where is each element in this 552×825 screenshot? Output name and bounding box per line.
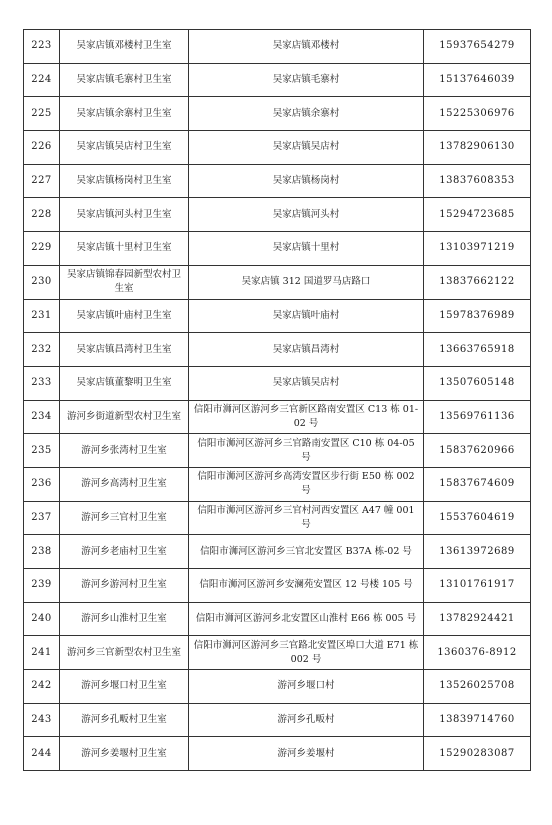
clinic-address: 信阳市浉河区游河乡三官新区路南安置区 C13 栋 01-02 号 — [189, 400, 424, 434]
row-number: 236 — [24, 467, 60, 501]
clinic-phone: 1360376-8912 — [424, 636, 531, 670]
table-row — [24, 501, 531, 535]
clinic-address: 信阳市浉河区游河乡三官路北安置区埠口大道 E71 栋 002 号 — [189, 636, 424, 670]
clinic-name: 游河乡老庙村卫生室 — [60, 535, 189, 569]
clinic-name: 游河乡姜堰村卫生室 — [60, 737, 189, 771]
clinic-phone: 13613972689 — [424, 535, 531, 569]
clinic-phone: 15225306976 — [424, 97, 531, 131]
table-row — [24, 131, 531, 165]
table-row — [24, 602, 531, 636]
row-number: 223 — [24, 30, 60, 64]
clinic-name: 吴家店镇杨岗村卫生室 — [60, 164, 189, 198]
row-number: 240 — [24, 602, 60, 636]
clinic-phone: 13101761917 — [424, 569, 531, 603]
row-number: 226 — [24, 131, 60, 165]
clinic-address: 信阳市浉河区游河乡三官路南安置区 C10 栋 04-05 号 — [189, 434, 424, 468]
table-row — [24, 703, 531, 737]
clinic-name: 游河乡孔畈村卫生室 — [60, 703, 189, 737]
clinic-address: 吴家店镇毛寨村 — [189, 63, 424, 97]
clinic-phone: 13782906130 — [424, 131, 531, 165]
clinic-name: 吴家店镇昌湾村卫生室 — [60, 333, 189, 367]
clinic-phone: 15837674609 — [424, 467, 531, 501]
clinic-table-body — [24, 30, 531, 771]
clinic-name: 游河乡三官新型农村卫生室 — [60, 636, 189, 670]
clinic-address: 吴家店镇叶庙村 — [189, 299, 424, 333]
clinic-address: 信阳市浉河区游河乡三官北安置区 B37A 栋-02 号 — [189, 535, 424, 569]
row-number: 229 — [24, 232, 60, 266]
table-row — [24, 198, 531, 232]
clinic-table — [23, 29, 531, 771]
clinic-phone: 13837662122 — [424, 265, 531, 299]
row-number: 243 — [24, 703, 60, 737]
table-row — [24, 670, 531, 704]
clinic-name: 游河乡三官村卫生室 — [60, 501, 189, 535]
clinic-name: 游河乡张湾村卫生室 — [60, 434, 189, 468]
clinic-name: 游河乡堰口村卫生室 — [60, 670, 189, 704]
row-number: 244 — [24, 737, 60, 771]
clinic-name: 吴家店镇董黎明卫生室 — [60, 366, 189, 400]
clinic-phone: 15837620966 — [424, 434, 531, 468]
table-row — [24, 737, 531, 771]
table-row — [24, 434, 531, 468]
row-number: 238 — [24, 535, 60, 569]
clinic-address: 吴家店镇吴店村 — [189, 131, 424, 165]
clinic-name: 吴家店镇十里村卫生室 — [60, 232, 189, 266]
table-row — [24, 366, 531, 400]
table-row — [24, 299, 531, 333]
row-number: 227 — [24, 164, 60, 198]
clinic-phone: 15537604619 — [424, 501, 531, 535]
clinic-phone: 13663765918 — [424, 333, 531, 367]
clinic-name: 游河乡山淮村卫生室 — [60, 602, 189, 636]
clinic-phone: 15294723685 — [424, 198, 531, 232]
clinic-name: 游河乡高湾村卫生室 — [60, 467, 189, 501]
row-number: 228 — [24, 198, 60, 232]
clinic-address: 吴家店镇邓楼村 — [189, 30, 424, 64]
table-row — [24, 467, 531, 501]
clinic-address: 吴家店镇河头村 — [189, 198, 424, 232]
table-row — [24, 164, 531, 198]
clinic-phone: 13839714760 — [424, 703, 531, 737]
clinic-address: 信阳市浉河区游河乡高湾安置区步行街 E50 栋 002 号 — [189, 467, 424, 501]
clinic-phone: 13507605148 — [424, 366, 531, 400]
clinic-address: 游河乡孔畈村 — [189, 703, 424, 737]
clinic-address: 信阳市浉河区游河乡北安置区山淮村 E66 栋 005 号 — [189, 602, 424, 636]
clinic-phone: 15137646039 — [424, 63, 531, 97]
clinic-phone: 13782924421 — [424, 602, 531, 636]
clinic-name: 吴家店镇余寨村卫生室 — [60, 97, 189, 131]
clinic-name: 吴家店镇河头村卫生室 — [60, 198, 189, 232]
clinic-address: 吴家店镇余寨村 — [189, 97, 424, 131]
table-row — [24, 333, 531, 367]
row-number: 242 — [24, 670, 60, 704]
row-number: 235 — [24, 434, 60, 468]
clinic-name: 游河乡游河村卫生室 — [60, 569, 189, 603]
row-number: 241 — [24, 636, 60, 670]
clinic-address: 吴家店镇杨岗村 — [189, 164, 424, 198]
row-number: 233 — [24, 366, 60, 400]
clinic-phone: 15978376989 — [424, 299, 531, 333]
clinic-phone: 13569761136 — [424, 400, 531, 434]
table-row — [24, 63, 531, 97]
clinic-address: 游河乡堰口村 — [189, 670, 424, 704]
clinic-name: 吴家店镇锦春园新型农村卫生室 — [60, 265, 189, 299]
table-row — [24, 636, 531, 670]
table-row — [24, 30, 531, 64]
row-number: 239 — [24, 569, 60, 603]
clinic-address: 吴家店镇吴店村 — [189, 366, 424, 400]
clinic-address: 吴家店镇昌湾村 — [189, 333, 424, 367]
row-number: 225 — [24, 97, 60, 131]
row-number: 237 — [24, 501, 60, 535]
clinic-phone: 13837608353 — [424, 164, 531, 198]
table-row — [24, 535, 531, 569]
clinic-name: 游河乡街道新型农村卫生室 — [60, 400, 189, 434]
clinic-phone: 13526025708 — [424, 670, 531, 704]
table-row — [24, 265, 531, 299]
clinic-address: 吴家店镇 312 国道罗马店路口 — [189, 265, 424, 299]
row-number: 230 — [24, 265, 60, 299]
table-row — [24, 569, 531, 603]
clinic-address: 游河乡姜堰村 — [189, 737, 424, 771]
clinic-name: 吴家店镇吴店村卫生室 — [60, 131, 189, 165]
table-row — [24, 400, 531, 434]
clinic-address: 吴家店镇十里村 — [189, 232, 424, 266]
clinic-address: 信阳市浉河区游河乡安澜苑安置区 12 号楼 105 号 — [189, 569, 424, 603]
clinic-name: 吴家店镇毛寨村卫生室 — [60, 63, 189, 97]
row-number: 232 — [24, 333, 60, 367]
clinic-address: 信阳市浉河区游河乡三官村河西安置区 A47 幢 001 号 — [189, 501, 424, 535]
table-row — [24, 97, 531, 131]
clinic-name: 吴家店镇叶庙村卫生室 — [60, 299, 189, 333]
row-number: 234 — [24, 400, 60, 434]
clinic-name: 吴家店镇邓楼村卫生室 — [60, 30, 189, 64]
table-row — [24, 232, 531, 266]
row-number: 231 — [24, 299, 60, 333]
clinic-phone: 15937654279 — [424, 30, 531, 64]
clinic-phone: 15290283087 — [424, 737, 531, 771]
clinic-phone: 13103971219 — [424, 232, 531, 266]
row-number: 224 — [24, 63, 60, 97]
